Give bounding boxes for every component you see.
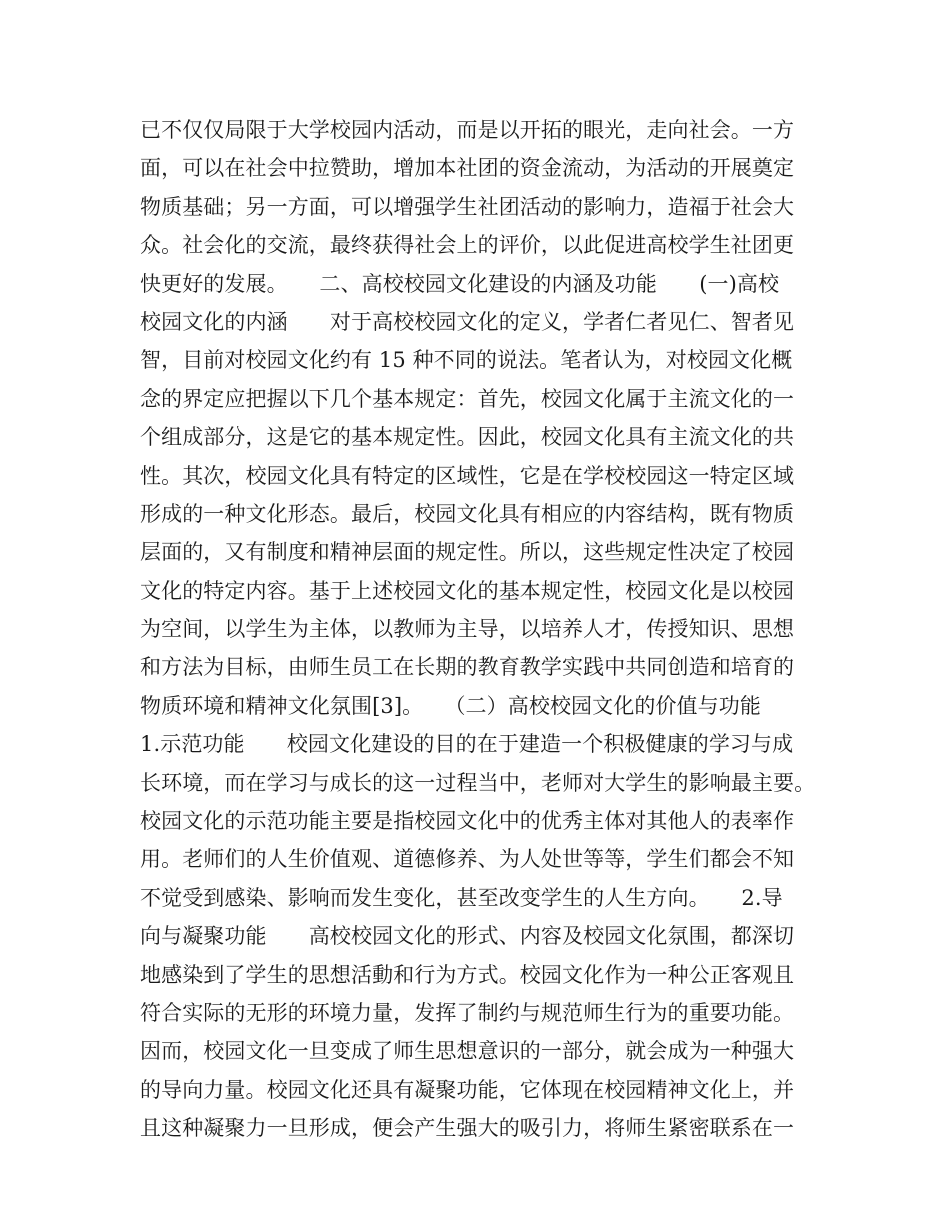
text-line: 且这种凝聚力一旦形成，便会产生强大的吸引力，将师生紧密联系在一 <box>140 1116 795 1141</box>
text-line: 已不仅仅局限于大学校园内活动，而是以开拓的眼光，走向社会。一方 <box>140 118 795 142</box>
text-line: 文化的特定内容。基于上述校园文化的基本规定性，校园文化是以校园 <box>140 578 795 603</box>
text-line: 众。社会化的交流，最终获得社会上的评价，以此促进高校学生社团更 <box>140 233 795 258</box>
text-line: 面，可以在社会中拉赞助，增加本社团的资金流动，为活动的开展奠定 <box>140 156 795 181</box>
text-line: 智，目前对校园文化约有 15 种不同的说法。笔者认为，对校园文化概 <box>140 348 793 373</box>
text-line: 为空间，以学生为主体，以教师为主导，以培养人才，传授知识、思想 <box>140 617 795 642</box>
text-line: 的导向力量。校园文化还具有凝聚功能，它体现在校园精神文化上，并 <box>140 1077 795 1102</box>
text-line: 不觉受到感染、影响而发生变化，甚至改变学生的人生方向。 2.导 <box>140 885 783 910</box>
text-line: 形成的一种文化形态。最后，校园文化具有相应的内容结构，既有物质 <box>140 501 795 526</box>
text-line: 因而，校园文化一旦变成了师生思想意识的一部分，就会成为一种强大 <box>140 1039 795 1064</box>
text-line: 校园文化的内涵 对于高校校园文化的定义，学者仁者见仁、智者见 <box>140 309 795 334</box>
text-line: 地感染到了学生的思想活動和行为方式。校园文化作为一种公正客观且 <box>140 962 795 987</box>
text-line: 和方法为目标，由师生员工在长期的教育教学实践中共同创造和培育的 <box>140 655 795 680</box>
text-line: 符合实际的无形的环境力量，发挥了制约与规范师生行为的重要功能。 <box>140 1000 795 1025</box>
text-line: 物质基础；另一方面，可以增强学生社团活动的影响力，造福于社会大 <box>140 194 795 219</box>
text-line: 1.示范功能 校园文化建设的目的在于建造一个积极健康的学习与成 <box>140 732 794 757</box>
text-line: 个组成部分，这是它的基本规定性。因此，校园文化具有主流文化的共 <box>140 425 795 450</box>
text-line: 物质环境和精神文化氛围[3]。 （二）高校校园文化的价值与功能 <box>140 693 761 718</box>
text-line: 长环境，而在学习与成长的这一过程当中，老师对大学生的影响最主要。 <box>140 770 816 795</box>
text-line: 层面的，又有制度和精神层面的规定性。所以，这些规定性决定了校园 <box>140 540 795 565</box>
text-line: 校园文化的示范功能主要是指校园文化中的优秀主体对其他人的表率作 <box>140 809 795 834</box>
text-line: 快更好的发展。 二、高校校园文化建设的内涵及功能 (一)高校 <box>140 271 780 296</box>
text-line: 向与凝聚功能 高校校园文化的形式、内容及校园文化氛围，都深切 <box>140 924 795 949</box>
body-text <box>140 111 830 1148</box>
text-line: 性。其次，校园文化具有特定的区域性，它是在学校校园这一特定区域 <box>140 463 795 488</box>
text-line: 念的界定应把握以下几个基本规定：首先，校园文化属于主流文化的一 <box>140 386 795 411</box>
text-line: 用。老师们的人生价值观、道德修养、为人处世等等，学生们都会不知 <box>140 847 795 872</box>
